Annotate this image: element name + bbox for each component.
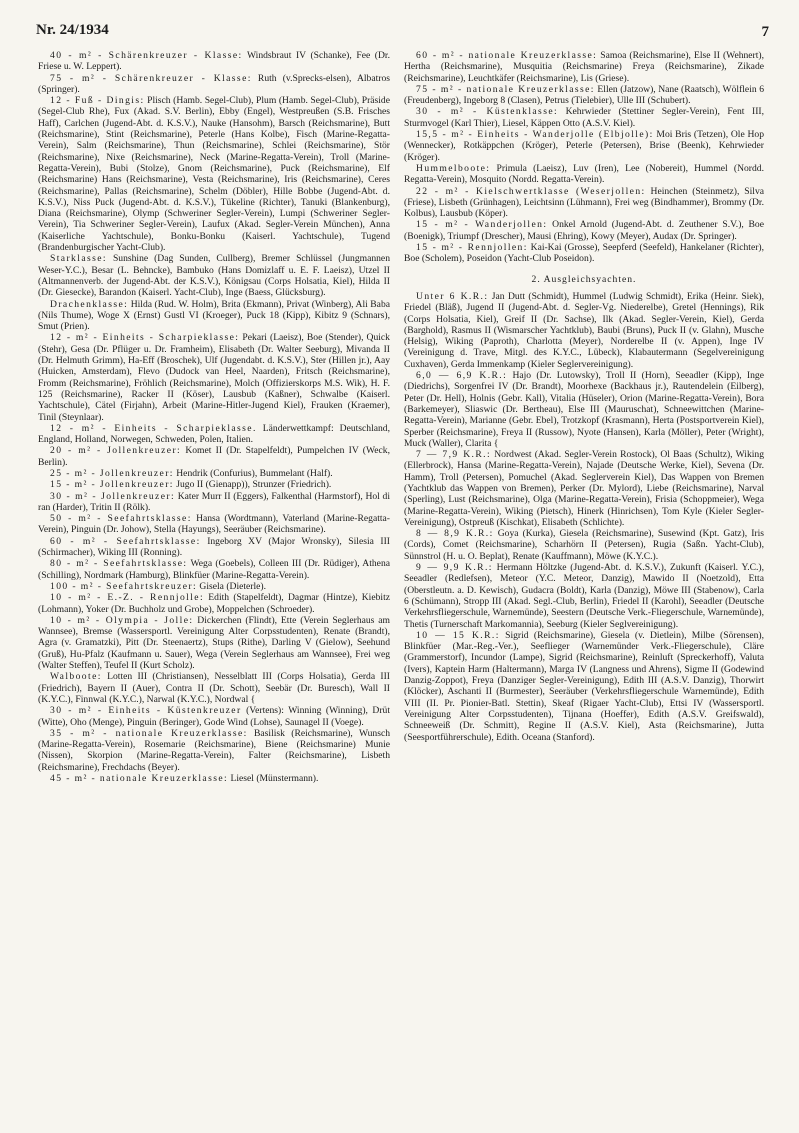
class-entry [404, 186, 764, 220]
class-name: 80 - m² - Seefahrtsklasse: [50, 558, 188, 570]
class-entry [38, 423, 390, 446]
class-entry [38, 253, 390, 298]
entry-list: Hermann Höltzke (Jugend-Abt. d. K.S.V.), Zukunft (Kaiserl. Y.C.), Seeadler (Redlefsen), Meteor (Y.C. Meteor, Danzig), Mawido II (Noetzold), Etta (Oberstleutn. a. D. Kewisch), Gudacra (Boldt), Karla (Danzig), Möwe III (Stabenow), Carla 6 (Schümann), Stropp III (Akad. Segl.-Club, Berlin), Friedel II (Karohl), Seeadler (Deutsche Verkehrsfliegerschule, Warnemünde), Seestern (Deutsche Verk.-Fliegerschule, Warnemünde), Thetis (Turnerschaft Markomannia), Seeburg (Kieler Seglvereinigung). [404, 562, 764, 630]
class-name: 6,0 — 6,9 K.R.: [416, 370, 508, 382]
entry-list: Kater Murr II (Eggers), Falkenthal (Harmstorf), Hol di ran (Harder), Tritin II (Rölk). [38, 490, 390, 513]
class-entry [404, 50, 764, 84]
class-entry [38, 95, 390, 253]
class-name: 60 - m² - nationale Kreuzerklasse: [416, 50, 598, 61]
class-entry [404, 163, 764, 186]
page-header [36, 22, 769, 44]
class-entry [38, 615, 390, 671]
class-entry [404, 449, 764, 528]
class-name: 100 - m² - Seefahrtskreuzer: [50, 580, 198, 592]
entry-list: Komet II (Dr. Stapelfeldt), Pumpelchen IV (Weck, Berlin). [38, 445, 390, 468]
entry-list: Heinchen (Steinmetz), Silva (Friese), Lisbeth (Grünhagen), Leichtsinn (Lühmann), Frei weg (Bindhammer), Brommy (Dr. Kolbus), Lausbub (Köper). [404, 185, 764, 220]
class-name: 10 - m² - Olympia - Jolle: [50, 614, 194, 626]
entry-list: Kai-Kai (Grosse), Seepferd (Seefeld), Hankelaner (Richter), Boe (Scholem), Poseidon (Yacht-Club Poseidon). [404, 242, 764, 265]
class-entry [38, 592, 390, 615]
class-entry [404, 630, 764, 743]
class-name: Drachenklasse: [50, 298, 129, 310]
class-entry [38, 581, 390, 592]
class-entry [38, 468, 390, 479]
class-entry [404, 291, 764, 370]
class-name: 30 - m² - Einheits - Küstenkreuzer [50, 705, 242, 717]
left-column [38, 50, 390, 784]
class-name: 75 - m² - Schärenkreuzer - Klasse: [50, 72, 252, 84]
page-number: 7 [761, 24, 769, 40]
entry-list: Dickerchen (Flindt), Ette (Verein Seglerhaus am Wannsee), Bremse (Wassersportl. Vereinigung Alter Corpsstudenten), Renate (Brandt), Agra (v. Gramatzki), Pitt (Dr. Steenaertz), Stups (Rithe), Darling V (Gielow), Seehund (Gruß), Hu-Pfalz (Kaufmann u. Sauer), Wega (Verein Seglerhaus am Wannsee), Frei weg (Walter Steffen), Teufel II (Kurt Scholz). [38, 614, 390, 672]
class-name: 50 - m² - Seefahrtsklasse: [50, 513, 192, 525]
class-name: 12 - m² - Einheits - Scharpieklasse. [50, 422, 257, 434]
entry-list: Wega (Goebels), Colleen III (Dr. Rüdiger), Athena (Schilling), Nordmark (Hamburg), Blinkfüer (Marine-Regatta-Verein). [38, 558, 390, 581]
class-entry [404, 106, 764, 129]
entry-list: Gisela (Dieterle). [197, 580, 267, 592]
class-entry [404, 129, 764, 163]
entry-list: Lotten III (Christiansen), Nesselblatt III (Corps Holsatia), Gerda III (Friedrich), Bayern II (Auer), Contra II (Dr. Schott), Seebär (Dr. Buresch), Wall II (K.Y.C.), Finnwal (K.Y.C.), Narwal (K.Y.C.), Nordwal { [38, 671, 390, 705]
class-entry [38, 558, 390, 581]
entry-list: Pekari (Laeisz), Boe (Stender), Quick (Stehr), Gesa (Dr. Pflüger u. Dr. Framheim), Elisabeth (Dr. Walter Seeburg), Mivanda II (Dr. Helmuth Grimm), Ha-Eff (Broschek), Ulf (Jugendabt. d. K.S.V.), Ster (Hillen jr.), Aay (Huicken, Amsterdam), Flevo (Dudock van Heel, Naarden), Fritsch (Reichsmarine), Fromm (Reichsmarine), Fröhlich (Reichsmarine), Molch (Offizierskorps M.S. Wik), H. F. 125 (Reichsmarine), Racker II (Köser), Lausbub (Kaßner), Schwalbe (Kaiserl. Yachtschule), Cätel (Firjahn), Arbeit (Marine-Hitler-Jugend Kiel), Frauken (Kraemer), Tinil (Steynlaar). [38, 332, 390, 423]
class-name: 30 - m² - Küstenklasse: [416, 106, 559, 118]
entry-list: Basilisk (Reichsmarine), Wunsch (Marine-Regatta-Verein), Rosemarie (Reichsmarine), Biene (Reichsmarine) Munie (Nissen), Skorpion (Marine-Regatta-Verein), Falter (Reichsmarine), Lisbeth (Reichsmarine), Frechdachs (Beyer). [38, 727, 391, 773]
class-entry [38, 50, 390, 73]
class-entry [38, 491, 390, 514]
class-name: 20 - m² - Jollenkreuzer: [50, 445, 182, 457]
class-entry [38, 536, 390, 559]
class-entry [404, 370, 764, 449]
entry-list: Moi Bris (Tetzen), Ole Hop (Wennecker), Rotkäppchen (Kröger), Peterle (Petersen), Brise (Beenk), Kehrwieder (Kröger). [404, 129, 764, 163]
entry-list: Sunshine (Dag Sunden, Cullberg), Bremer Schlüssel (Jungmannen Weser-Y.C.), Besar (L. Behncke), Bambuko (Hans Domizlaff u. E. F. Laeisz), Utzel II (Altmannenverb. der Jugend-Abt. der K.S.V.), Königsau (Corps Holsatia, Kiel), Hilda II (Dr. Giesecke), Barandon (Kaiserl. Yacht-Club), Inge (Baess, Glücksburg). [38, 253, 390, 299]
class-name: 10 — 15 K.R.: [416, 629, 500, 641]
class-name: 10 - m² - E.-Z. - Rennjolle: [50, 592, 205, 604]
entry-list: Kehrwieder (Stettiner Segler-Verein), Fent III, Sturmvogel (Karl Thier), Liesel, Käppen Otto (A.S.V. Kiel). [404, 106, 764, 129]
entry-list: Hendrik (Confurius), Bummelant (Half). [173, 467, 333, 479]
class-entry [38, 479, 390, 490]
class-entry [404, 219, 764, 242]
section-heading: 2. Ausgleichsyachten. [531, 273, 637, 285]
class-entry [38, 73, 390, 96]
class-name: 15 - m² - Jollenkreuzer: [50, 479, 174, 491]
class-name: 75 - m² - nationale Kreuzerklasse: [416, 83, 595, 95]
class-name: Unter 6 K.R.: [416, 290, 489, 302]
class-name: 7 — 7,9 K.R.: [416, 449, 492, 461]
entry-list: Edith (Stapelfeldt), Dagmar (Hintze), Kiebitz (Lohmann), Yoker (Dr. Buchholz und Grobe), Moppelchen (Schroeder). [38, 592, 390, 615]
entry-list: Jan Dutt (Schmidt), Hummel (Ludwig Schmidt), Erika (Heinr. Siek), Friedel (Bläß), Jugend II (Jugend-Abt. d. Segler-Vg. Niederelbe), Gretel (Hennings), Rik (Corps Holsatia, Kiel), Greif II (Dr. Sachse), Ilk (Akad. Segler-Verein, Kiel), Gerda (Barghold), Rasmus II (Wismarscher Yachtklub), Baubi (Bruns), Puck II (v. Glahn), Musche (Helsig), Wiking (Paproth), Charlotta (Meyer), Norderelbe II (v. Appen), Inge IV (Vereinigung d. Trave, Mitgl. des K.Y.C., Lübeck), Klabautermann (Segelvereinigung Cuxhaven), Gerda Immenkamp (Kieler Seglervereinigung). [404, 290, 764, 370]
class-name: Starklasse: [50, 253, 107, 265]
entry-list: Nordwest (Akad. Segler-Verein Rostock), Ol Baas (Schultz), Wiking (Ellerbrock), Hansa (Marine-Regatta-Verein), Najade (Deutsche Werke, Kiel), Sevena (Dr. Hamm), Troll (Petersen), Pomuchel (Akad. Seglerverein Kiel), Das Wappen von Bremen (Yachtklub das Wappen von Bremen), Perker (Dr. Mylord), Liebe (Reichsmarine), Narval (Sperling), Lust (Reichsmarine), Olga (Marine-Regatta-Verein), Frisia (Schoppmeier), Wega (Marine-Regatta-Verein), Wiking (Pietsch), Hinerk (Hinrichsen), Tom Kyle (Kieler Segler-Vereinigung), Ostpreuß (Kischkat), Elisabeth (Schlichte). [404, 449, 764, 528]
entry-list: (Vertens): Winning (Winning), Drüt (Witte), Oho (Menge), Pinguin (Beringer), Gode Wind (Lohse), Saunagel II (Voege). [38, 705, 391, 728]
entry-list: Liesel (Münstermann). [228, 773, 319, 784]
class-entry [404, 562, 764, 630]
entry-list: Sigrid (Reichsmarine), Giesela (v. Dietlein), Milbe (Sörensen), Blinkfüer (Mar.-Reg.-Ver.), Seeflieger (Warnemünder Verk.-Fliegerschule), Cläre (Grammerstorf), Incundor (Lampe), Sigrid (Reichsmarine), Reinluft (Spreckerhoff), Valuta (Ivers), Kaptein Harm (Haltermann), Marga IV (Langness und Ahrens), Sigme II (Godewind Danzig-Zoppot), Freya (Danziger Segler-Vereinigung), Edith III (A.S.V. Danzig), Thorwirt (Klöcker), Aschanti II (Burmester), Seeräuber (Verkehrsfliegerschule Warnemünde), Edith VIII (II. Pr. Pionier-Batl. Stettin), Skeaf (Rigaer Yacht-Club), Ettsi IV (Wassersportl. Vereinigung Alter Corpsstudenten), Tijnana (Hoeffer), Edith (A.S.V. Greifswald), Schneeweiß (Dr. Schmitt), Regine II (A.S.V. Kiel), Asta (Reichsmarine), Jutta (Seesportführerschule), Edith. Oceana (Stanford). [404, 629, 765, 743]
class-entry [404, 84, 764, 107]
class-name: 30 - m² - Jollenkreuzer: [50, 490, 176, 502]
class-name: 40 - m² - Schärenkreuzer - Klasse: [50, 50, 243, 61]
entry-list: Hajo (Dr. Lutowsky), Troll II (Horn), Seeadler (Kipp), Inge (Diedrichs), Sorgenfrei IV (Dr. Brandt), Moorhexe (Backhaus jr.), Rautendelein (Eilberg), Peter (Dr. Hell), Holnis (Gebr. Kall), Vitalia (Hüseler), Orion (Marine-Regatta-Verein), Bora (Barkemeyer), Sliaswic (Dr. Bertheau), Else III (Mauruschat), Schneewittchen (Marine-Regatta-Verein), Marianne (Gebr. Ebel), Trotzkopf (Krasmann), Herta (Postsportverein Kiel), Sperber (Reichsmarine), Freya II (Russow), Nyote (Hansen), Karla (Möller), Peter (Wright), Muck (Waller), Clarita { [404, 370, 764, 449]
class-name: 22 - m² - Kielschwertklasse (Weserjollen: [416, 185, 646, 197]
class-entry [38, 445, 390, 468]
right-column [404, 50, 764, 743]
class-name: 8 — 8,9 K.R.: [416, 528, 494, 540]
class-name: 35 - m² - nationale Kreuzerklasse: [50, 727, 248, 739]
class-name: 15 - m² - Wanderjollen: [416, 219, 548, 231]
class-entry [404, 528, 764, 562]
class-name: 9 — 9,9 K.R.: [416, 562, 493, 574]
class-name: Walboote: [50, 671, 102, 683]
entry-list: Ruth (v.Sprecks-elsen), Albatros (Springer). [38, 72, 390, 95]
entry-list: Jugo II (Gienapp)), Strunzer (Friedrich). [173, 479, 332, 491]
class-entry [38, 513, 390, 536]
class-name: 12 - m² - Einheits - Scharpieklasse: [50, 332, 240, 344]
class-name: 15,5 - m² - Einheits - Wanderjolle (Elbjolle): [416, 129, 654, 141]
entry-list: Goya (Kurka), Giesela (Reichsmarine), Susewind (Kpt. Gatz), Iris (Cords), Comet (Reichsmarine), Scharhörn II (Petersen), Rugia (Saßn. Yacht-Club), Sünnstrol (H. u. O. Beplat), Renate (Kauffmann), Möwe (K.Y.C.). [404, 528, 764, 562]
class-entry [38, 299, 390, 333]
class-name: Hummelboote: [416, 162, 491, 174]
class-entry [404, 242, 764, 265]
class-name: 12 - Fuß - Dingis: [50, 95, 145, 107]
class-entry [38, 671, 390, 705]
class-name: 45 - m² - nationale Kreuzerklasse: [50, 773, 229, 784]
issue-number: Nr. 24/1934 [36, 22, 109, 38]
entry-list: Ingeborg XV (Major Wronsky), Silesia III (Schirmacher), Wiking III (Ronning). [38, 535, 390, 559]
entry-list: Ellen (Jatzow), Nane (Raatsch), Wölflein 6 (Freudenberg), Ingeborg 8 (Clasen), Petrus (Tielebier), Ulle III (Schubert). [404, 83, 765, 107]
entry-list: Onkel Arnold (Jugend-Abt. d. Zeuthener S.V.), Boe (Boenigk), Triumpf (Drescher), Mausi (Ehring), Kowy (Meyer), Audax (Dr. Springer). [404, 219, 764, 242]
entry-list: Plisch (Hamb. Segel-Club), Plum (Hamb. Segel-Club), Präside (Segel-Club Rhe), Fux (Akad. S.V. Berlin), Ebby (Engel), Westpreußen (S.B. Frisches Haff), Carlchen (Jugend-Abt. d. K.S.V.), Nauke (Hansohm), Barsch (Reichsmarine), Butt (Reichsmarine), Stint (Reichsmarine), Peterle (Hans Kolbe), Fisch (Marine-Regatta-Verein), Salm (Reichsmarine), Thun (Reichsmarine), Schlei (Reichsmarine), Stör (Reichsmarine), Nixe (Reichsmarine), Neck (Marine-Regatta-Verein), Troll (Marine-Regatta-Verein), Bubi (Stolze), Gnom (Reichsmarine), Puck (Reichsmarine), Elf (Reichsmarine) Hans (Reichsmarine), Vesta (Reichsmarine), Iris (Reichsmarine), Ceres (Reichsmarine), Pallas (Reichsmarine), Schelm (Döbler), Hille Bobbe (Jugend-Abt. d. K.S.V.), Niss Puck (Jugend-Abt. d. K.S.V.), Tükeline (Richter), Tanuki (Blankenburg), Diana (Reichsmarine), Olymp (Schweriner Segler-Verein), Lumpi (Schweriner Segler-Verein), Tia Schweriner Segler-Verein), Laufux (Akad. Segler-Verein München), Anna (Kaiserliche Yachtschule), Bonku-Bonku (Kaiserl. Yachtschule), Tugend (Brandenburgischer Yacht-Club). [38, 95, 390, 254]
entry-list: Länderwettkampf: Deutschland, England, Holland, Norwegen, Schweden, Polen, Italien. [38, 422, 390, 446]
entry-list: Windsbraut IV (Schanke), Fee (Dr. Friese u. W. Leppert). [38, 50, 390, 73]
class-name: 60 - m² - Seefahrtsklasse: [50, 535, 201, 547]
class-entry [38, 332, 390, 422]
class-entry [38, 705, 390, 728]
entry-list: Primula (Laeisz), Luv (Iren), Lee (Nobereit), Hummel (Nordd. Regatta-Verein), Mosquito (Nordd. Regatta-Verein). [404, 162, 764, 186]
class-entry [38, 728, 390, 773]
class-name: 25 - m² - Jollenkreuzer: [50, 467, 174, 479]
class-name: 15 - m² - Rennjollen: [416, 242, 528, 254]
entry-list: Hilda (Rud. W. Holm), Brita (Ekmann), Privat (Winberg), Ali Baba (Nils Thume), Woge X (Ernst) Gustl VI (Kroeger), Puck 18 (Kipp), Kibitz 9 (Schnars), Smut (Prien). [38, 298, 390, 333]
entry-list: Samoa (Reichsmarine), Else II (Wehnert), Hertha (Reichsmarine), Musquitia (Reichsmarine) Freya (Reichsmarine), Zikade (Reichsmarine), Leuchtkäfer (Reichsmarine), Lis (Griese). [404, 50, 765, 84]
class-entry [38, 773, 390, 784]
entry-list: Hansa (Wordtmann), Vaterland (Marine-Regatta-Verein), Pinguin (Dr. Johow), Stella (Hayungs), Seeräuber (Reichsmarine). [38, 513, 390, 536]
